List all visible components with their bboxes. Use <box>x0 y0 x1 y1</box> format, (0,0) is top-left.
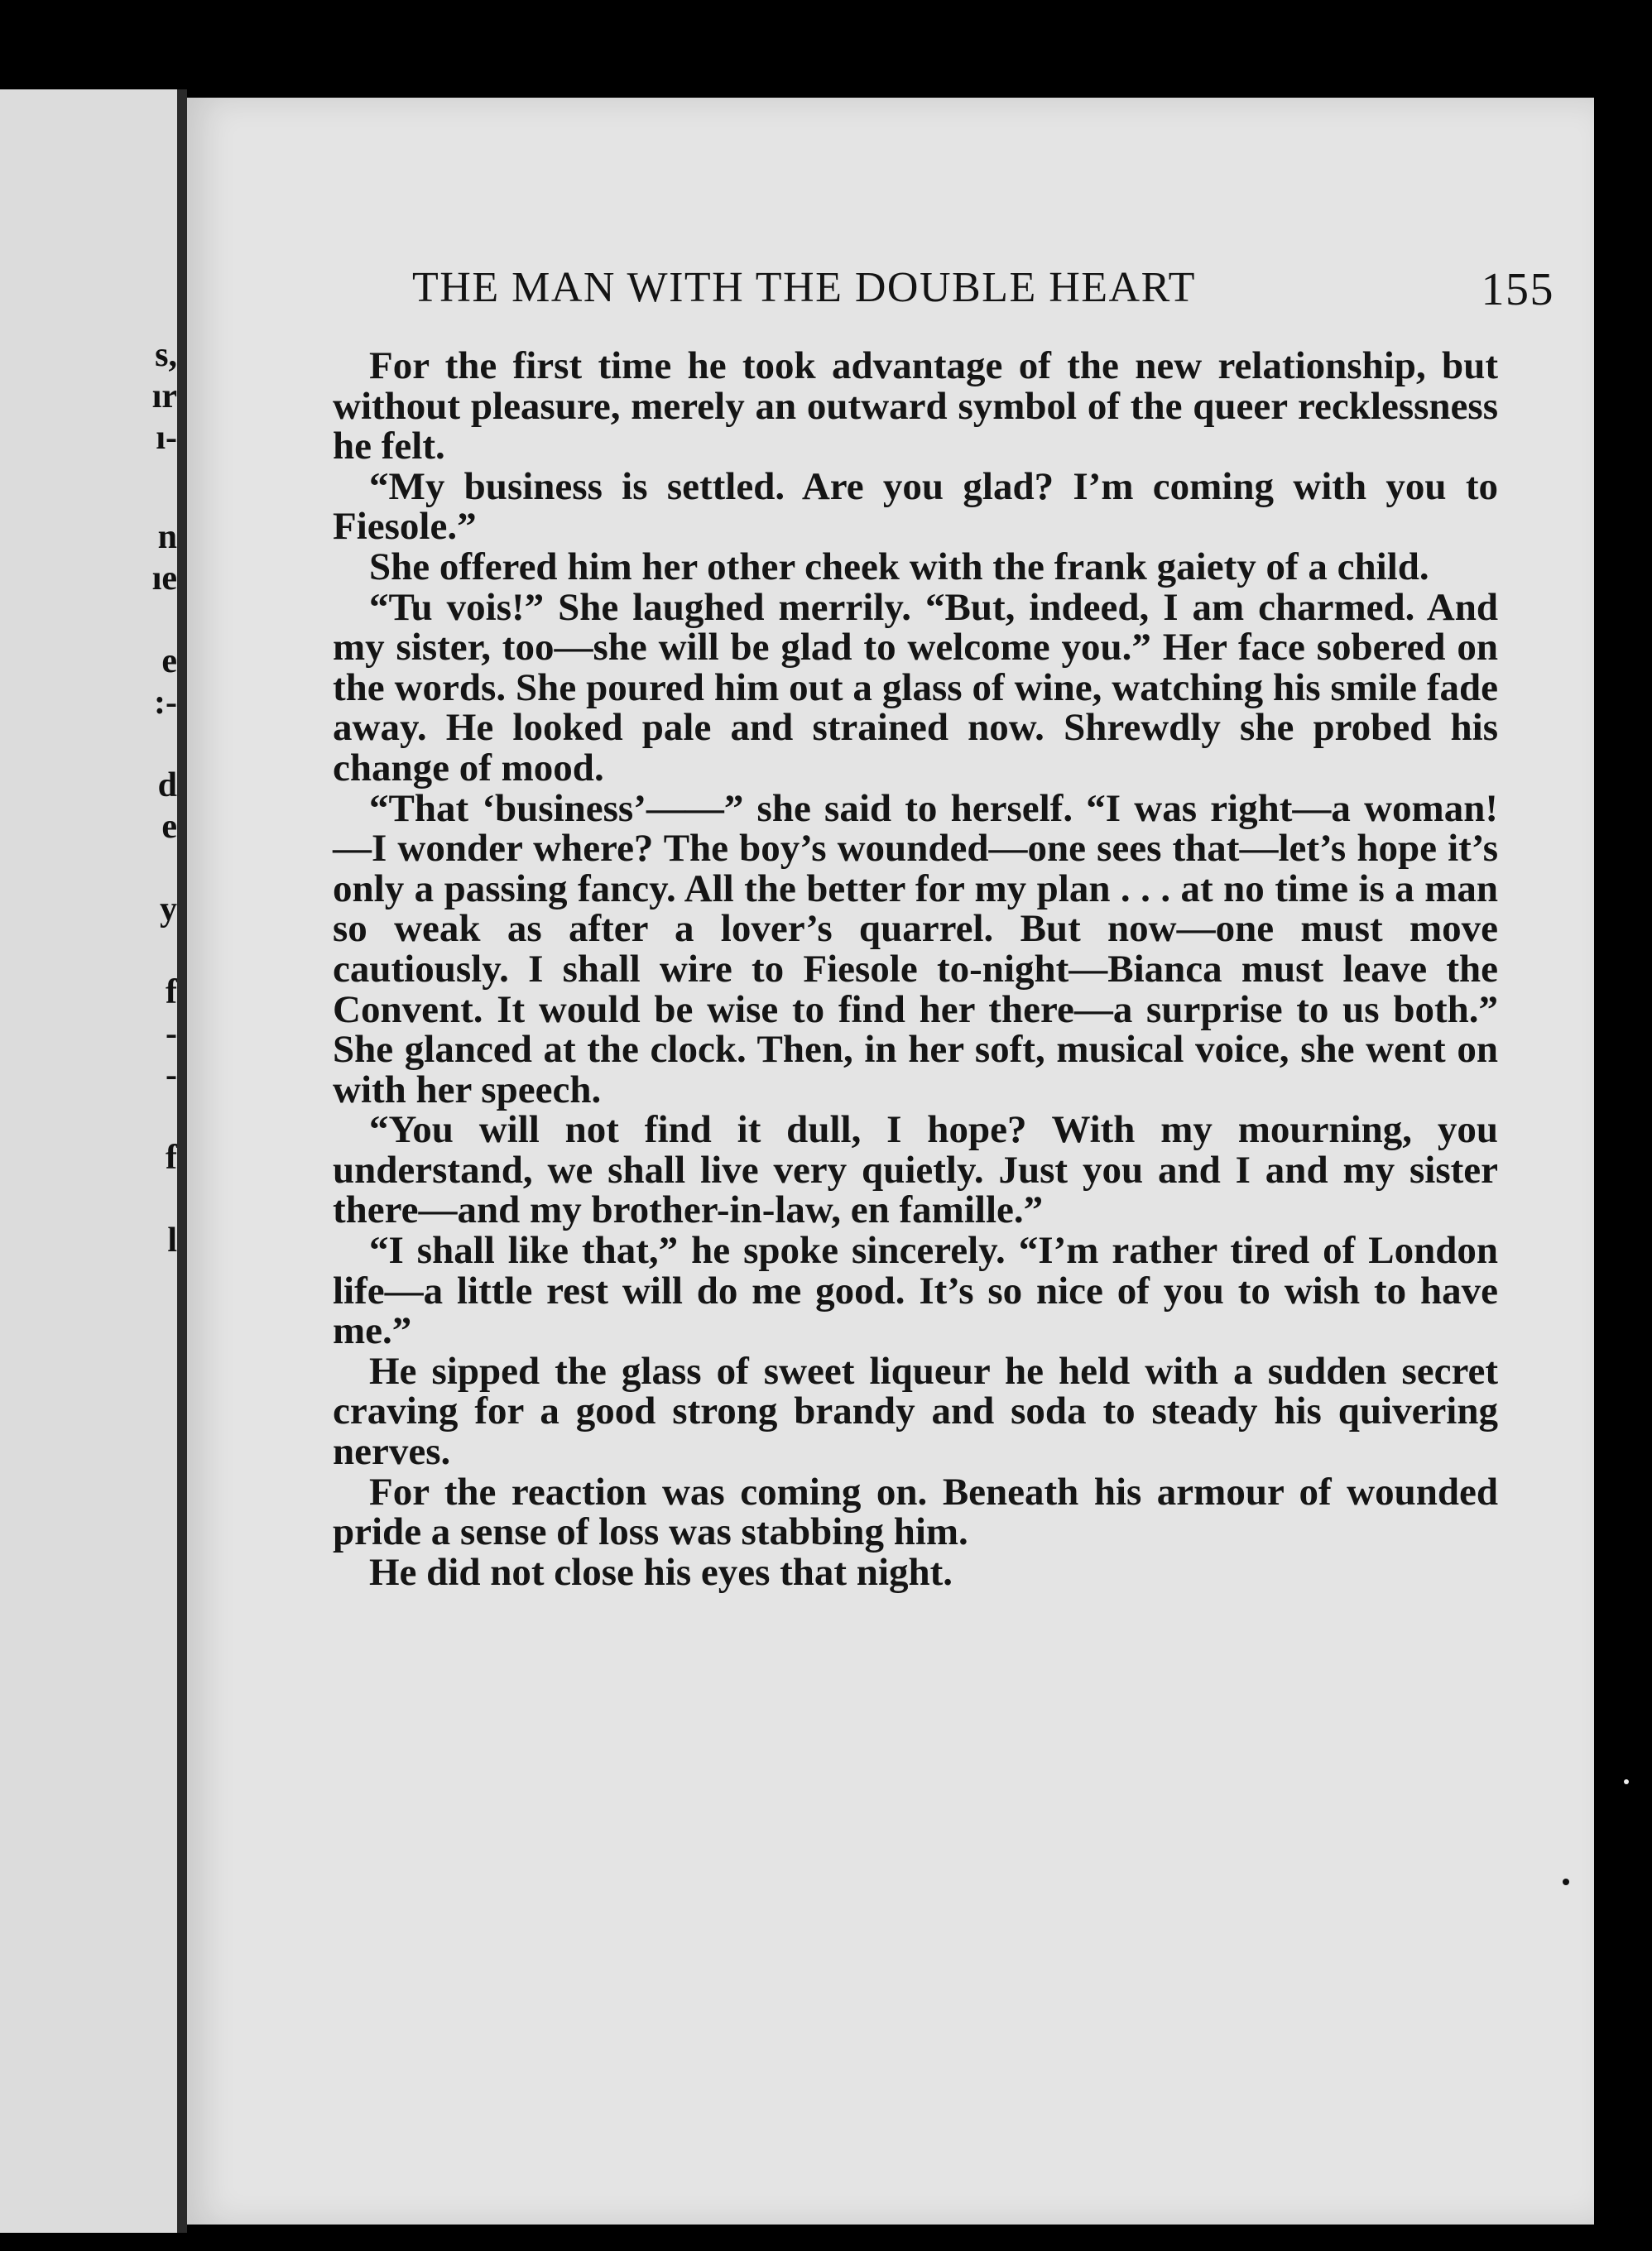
margin-fragment: ı- <box>156 419 177 457</box>
body-text <box>333 346 1498 1592</box>
paragraph: “I shall like that,” he spoke sincerely. “I’m rather tired of London life—a little rest will do me good. It’s so nice of you to wish to have me.” <box>333 1229 1498 1353</box>
margin-fragment: e <box>161 642 177 680</box>
running-head <box>412 263 1554 315</box>
paragraph: “That ‘business’——” she said to herself. “I was right—a woman!—I wonder where? The boy’s wounded—one sees that—let’s hope it’s only a passing fancy. All the better for my plan . . . at no time is a man so weak as after a lover’s quarrel. But now—one must move cautiously. I shall wire to Fiesole to-night—Bianca must leave the Convent. It would be wise to find her there—a surprise to us both.” She glanced at the clock. Then, in her soft, musical voice, she went on with her speech. <box>333 786 1498 1111</box>
paragraph: He did not close his eyes that night. <box>369 1550 953 1594</box>
margin-fragment: n <box>157 518 177 556</box>
facing-page-edge <box>0 89 180 2233</box>
margin-fragment: - <box>166 1056 177 1094</box>
margin-fragment: :- <box>154 684 177 722</box>
margin-fragment: l <box>167 1221 177 1260</box>
margin-fragment: y <box>160 890 177 929</box>
margin-fragment: s, <box>155 336 177 374</box>
paragraph: He sipped the glass of sweet liqueur he held with a sudden secret craving for a good strong brandy and soda to steady his quivering nerves. <box>333 1349 1498 1474</box>
scan-speck <box>1624 1779 1629 1784</box>
paragraph: “You will not find it dull, I hope? With my mourning, you understand, we shall live very quietly. Just you and I and my sister there—and my brother-in-law, en famille.” <box>333 1108 1498 1232</box>
book-gutter <box>177 89 187 2233</box>
margin-fragment: d <box>157 766 177 804</box>
scan-speck <box>1563 1879 1569 1885</box>
paragraph: She offered him her other cheek with the frank gaiety of a child. <box>369 545 1429 588</box>
paragraph: For the first time he took advantage of the new relationship, but without pleasure, merely an outward symbol of the queer recklessness he felt. <box>333 344 1498 468</box>
paragraph: For the reaction was coming on. Beneath his armour of wounded pride a sense of loss was stabbing him. <box>333 1470 1498 1554</box>
margin-fragment: ıe <box>151 559 177 598</box>
margin-fragment: f <box>166 1139 177 1177</box>
paragraph: “Tu vois!” She laughed merrily. “But, indeed, I am charmed. And my sister, too—she will be glad to welcome you.” Her face sobered on the words. She poured him out a glass of wine, watching his smile fade away. He looked pale and strained now. Shrewdly she probed his change of mood. <box>333 585 1498 790</box>
book-page <box>187 98 1594 2225</box>
margin-fragment: ır <box>151 377 177 415</box>
margin-fragment: e <box>161 808 177 846</box>
margin-fragment: - <box>166 1015 177 1053</box>
margin-fragment: f <box>166 973 177 1011</box>
page-number: 155 <box>1481 264 1554 315</box>
running-head-title: THE MAN WITH THE DOUBLE HEART <box>412 264 1196 311</box>
paragraph: “My business is settled. Are you glad? I’m coming with you to Fiesole.” <box>333 464 1498 549</box>
